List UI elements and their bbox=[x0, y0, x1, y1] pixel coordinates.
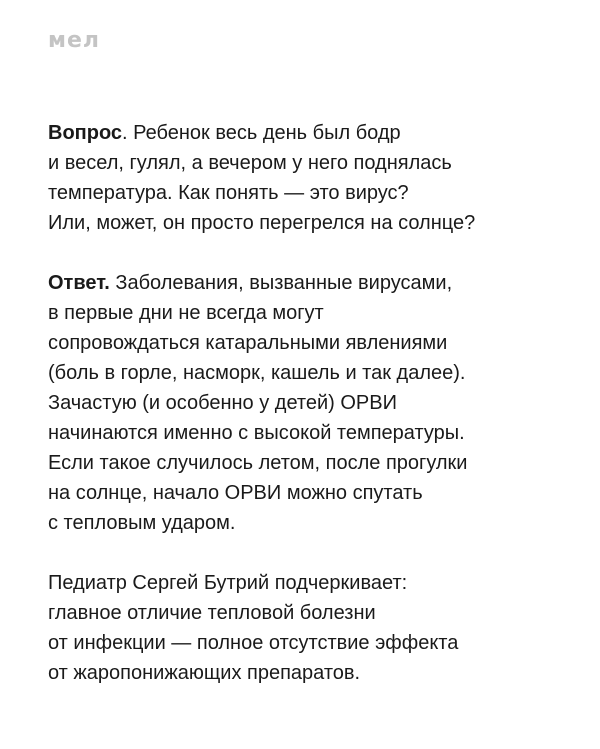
answer-text-1: Заболевания, вызванные вирусами, bbox=[109, 272, 453, 294]
quote-text-2: главное отличие тепловой болезни bbox=[48, 602, 376, 624]
question-text-1: . Ребенок весь день был бодр bbox=[122, 122, 401, 144]
question-text-2: и весел, гулял, а вечером у него поднялась bbox=[48, 152, 452, 174]
answer-paragraph bbox=[48, 268, 568, 538]
quote-text-3: от инфекции — полное отсутствие эффекта bbox=[48, 632, 459, 654]
answer-text-4: (боль в горле, насморк, кашель и так далее). bbox=[48, 362, 466, 384]
answer-text-7: Если такое случилось летом, после прогулки bbox=[48, 452, 468, 474]
quote-paragraph bbox=[48, 568, 568, 688]
quote-text-4: от жаропонижающих препаратов. bbox=[48, 662, 361, 684]
answer-label: Ответ. bbox=[48, 272, 110, 294]
answer-text-9: с тепловым ударом. bbox=[48, 512, 236, 534]
answer-text-6: начинаются именно с высокой температуры. bbox=[48, 422, 465, 444]
question-paragraph bbox=[48, 118, 568, 238]
answer-text-2: в первые дни не всегда могут bbox=[48, 302, 324, 324]
article-text bbox=[48, 118, 568, 718]
question-text-4: Или, может, он просто перегрелся на солнце? bbox=[48, 212, 476, 234]
question-text-3: температура. Как понять — это вирус? bbox=[48, 182, 409, 204]
answer-line-1 bbox=[48, 268, 568, 298]
question-line-1 bbox=[48, 118, 568, 148]
question-label: Вопрос bbox=[48, 122, 123, 144]
quote-text-1: Педиатр Сергей Бутрий подчеркивает: bbox=[48, 572, 408, 594]
answer-text-3: сопровождаться катаральными явлениями bbox=[48, 332, 448, 354]
brand-logo: мел bbox=[48, 28, 101, 53]
answer-text-5: Зачастую (и особенно у детей) ОРВИ bbox=[48, 392, 397, 414]
answer-text-8: на солнце, начало ОРВИ можно спутать bbox=[48, 482, 423, 504]
